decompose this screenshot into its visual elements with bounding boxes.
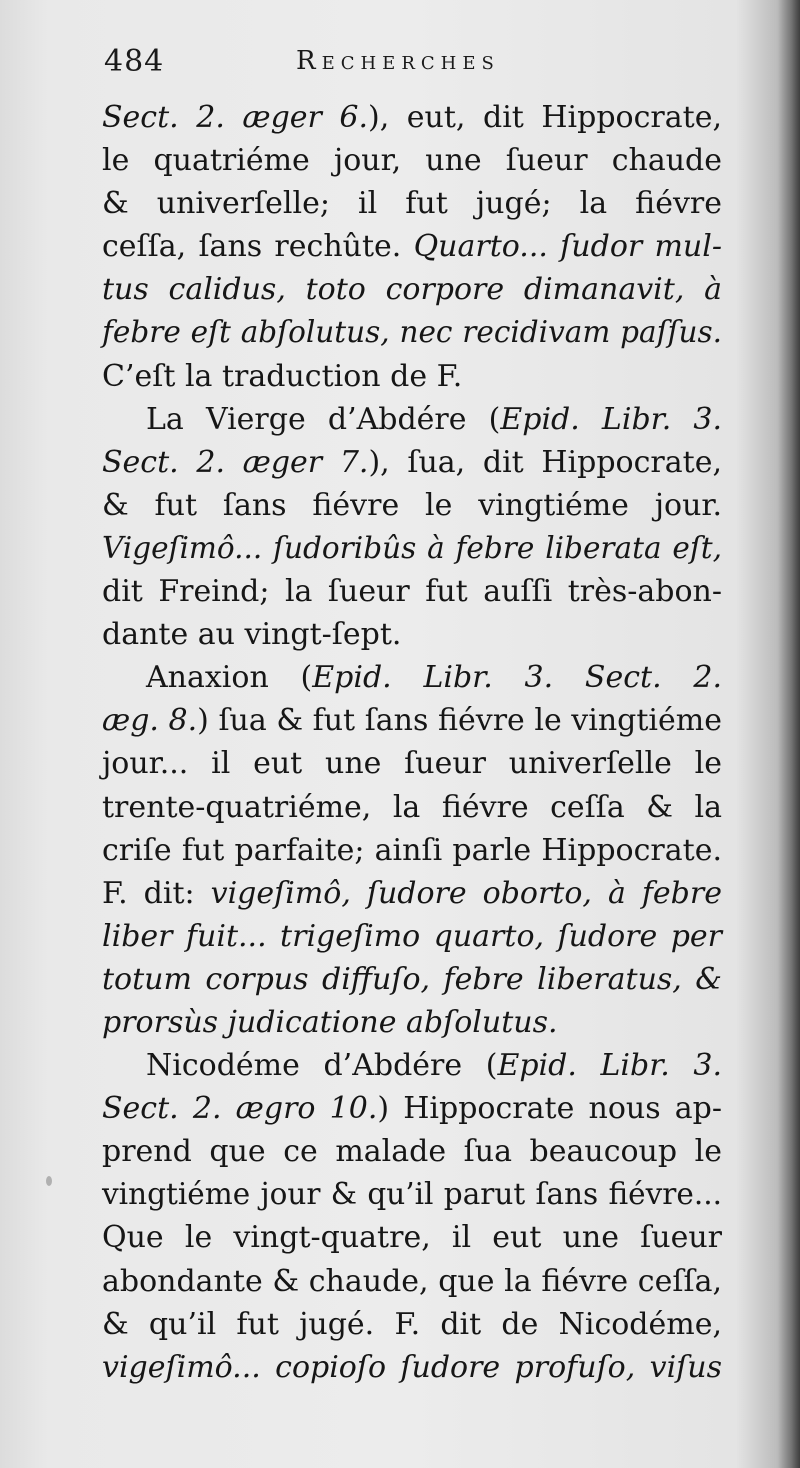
- ink-smudge: [46, 1176, 52, 1186]
- italic-segment: liber fuit... trigeſimo quarto, ſudore per: [102, 918, 722, 954]
- italic-segment: vigeſimô... copioſo ſudore profuſo, viſus: [102, 1349, 722, 1385]
- body-text: [102, 96, 722, 1389]
- italic-segment: Sect. 2. æger 6.: [102, 100, 369, 135]
- text-segment: prend que ce malade ſua beaucoup le: [102, 1134, 722, 1170]
- text-segment: La Vierge d’Abdére (: [146, 401, 501, 437]
- text-line: [102, 656, 722, 699]
- text-segment: criſe fut parfaite; ainſi parle Hippocrate.: [102, 832, 722, 868]
- text-line: [102, 441, 722, 484]
- text-line: [102, 398, 722, 441]
- text-line: [102, 355, 722, 398]
- text-line: [102, 268, 722, 311]
- text-segment: Que le vingt-quatre, il eut une ſueur: [102, 1220, 722, 1256]
- text-line: [102, 182, 722, 225]
- text-line: [102, 527, 722, 570]
- text-line: [102, 484, 722, 527]
- text-segment: ceſſa, ſans rechûte.: [102, 229, 414, 265]
- text-segment: C’eſt la traduction de F.: [102, 358, 463, 394]
- page-number: 484: [104, 44, 165, 79]
- italic-segment: vigeſimô, ſudore oborto, à febre: [210, 875, 722, 911]
- text-line: [102, 225, 722, 268]
- text-line: [102, 958, 722, 1001]
- text-segment: Nicodéme d’Abdére (: [146, 1048, 498, 1084]
- italic-segment: Vigeſimô... ſudoribûs à febre liberata eſt,: [102, 530, 722, 565]
- italic-segment: Quarto... ſudor mul-: [413, 229, 722, 265]
- italic-segment: prorsùs judicatione abſolutus.: [102, 1004, 558, 1040]
- text-segment: dit Freind; la ſueur fut auſſi très-abon-: [102, 574, 722, 610]
- italic-segment: Epid. Libr. 3.: [500, 401, 722, 437]
- text-segment: & fut ſans fiévre le vingtiéme jour.: [102, 487, 722, 523]
- text-segment: jour... il eut une ſueur univerſelle le: [102, 746, 722, 782]
- text-segment: trente-quatriéme, la fiévre ceſſa & la: [102, 789, 722, 825]
- italic-segment: Sect. 2. æger 7.: [102, 444, 369, 480]
- text-line: [102, 915, 722, 958]
- text-segment: & univerſelle; il fut jugé; la fiévre: [102, 186, 722, 222]
- text-line: [102, 1087, 722, 1130]
- text-segment: F. dit:: [102, 875, 211, 911]
- text-line: [102, 786, 722, 829]
- text-segment: Anaxion (: [146, 660, 313, 696]
- text-segment: ), eut, dit Hippocrate,: [368, 100, 722, 135]
- text-line: [102, 872, 722, 915]
- text-segment: le quatriéme jour, une ſueur chaude: [102, 143, 722, 179]
- italic-segment: Sect. 2. ægro 10.: [102, 1091, 378, 1127]
- text-segment: & qu’il fut jugé. F. dit de Nicodéme,: [102, 1306, 722, 1342]
- page-header: [104, 44, 584, 84]
- text-line: [102, 613, 722, 656]
- text-line: [102, 96, 722, 139]
- text-line: [102, 311, 722, 354]
- italic-segment: tus calidus, toto corpore dimanavit, à: [102, 272, 722, 308]
- text-line: [102, 742, 722, 785]
- text-segment: abondante & chaude, que la fiévre ceſſa,: [102, 1263, 722, 1299]
- text-segment: dante au vingt-ſept.: [102, 617, 402, 653]
- italic-segment: æg. 8.: [102, 703, 198, 739]
- text-segment: ) ſua & fut ſans fiévre le vingtiéme: [197, 703, 722, 739]
- text-line: [102, 1173, 722, 1216]
- text-line: [102, 829, 722, 872]
- italic-segment: Epid. Libr. 3. Sect. 2.: [312, 660, 722, 696]
- text-line: [102, 1303, 722, 1346]
- text-line: [102, 1130, 722, 1173]
- text-segment: ), ſua, dit Hippocrate,: [368, 444, 722, 480]
- page-gutter-shadow: [778, 0, 800, 1468]
- text-line: [102, 699, 722, 742]
- text-segment: vingtiéme jour & qu’il parut ſans fiévre...: [102, 1177, 722, 1212]
- text-line: [102, 1216, 722, 1259]
- italic-segment: totum corpus diffuſo, febre liberatus, &: [102, 961, 722, 997]
- text-line: [102, 1044, 722, 1087]
- text-line: [102, 1346, 722, 1389]
- text-line: [102, 1260, 722, 1303]
- italic-segment: Epid. Libr. 3.: [497, 1048, 722, 1084]
- text-line: [102, 1001, 722, 1044]
- italic-segment: febre eſt abſolutus, nec recidivam paſſus.: [102, 315, 722, 350]
- text-segment: ) Hippocrate nous ap-: [377, 1091, 722, 1127]
- text-line: [102, 139, 722, 182]
- text-line: [102, 570, 722, 613]
- running-title: Recherches: [296, 46, 500, 76]
